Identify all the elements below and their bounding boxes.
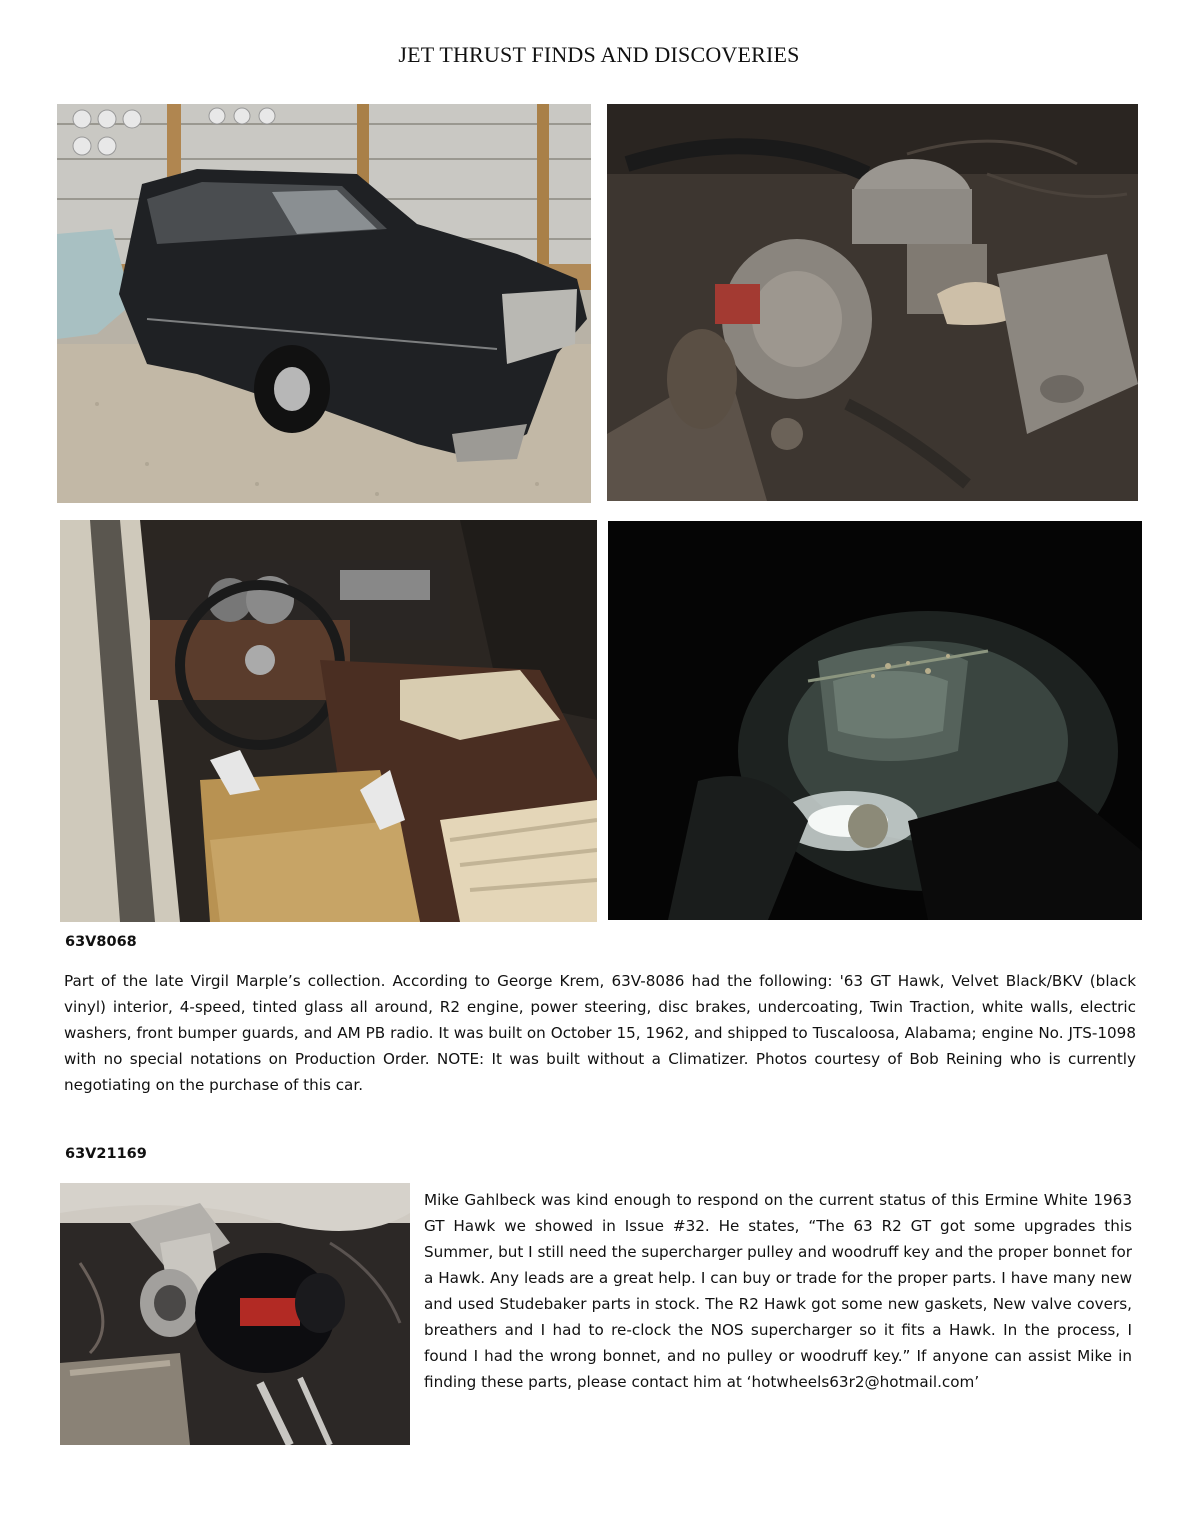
section-body: Part of the late Virgil Marple’s collection. According to George Krem, 63V-8086 had the following: '63 GT Hawk, Velvet Black/BKV (black vinyl) interior, 4-speed, tinted glass all around, R2 engine, power steering, disc brakes, undercoating, Twin Traction, white walls, electric washers, front bumper guards, and AM PB radio. It was built on October 15, 1962, and shipped to Tuscaloosa, Alabama; engine No. JTS-1098 with no special notations on Production Order. NOTE: It was built without a Climatizer. Photos courtesy of Bob Reining who is currently negotiating on the purchase of this car.	[64, 972, 1136, 1094]
page-title: JET THRUST FINDS AND DISCOVERIES	[398, 42, 800, 67]
section-heading: 63V8068	[65, 934, 137, 950]
undercarriage-floor-photo	[608, 521, 1142, 920]
interior-dashboard-photo	[60, 520, 597, 922]
car-exterior-photo	[57, 104, 591, 503]
restored-engine-photo	[60, 1183, 410, 1445]
section-body: Mike Gahlbeck was kind enough to respond on the current status of this Ermine White 1963 GT Hawk we showed in Issue #32. He states, “The 63 R2 GT got some upgrades this Summer, but I still need the supercharger pulley and woodruff key and the proper bonnet for a Hawk. Any leads are a great help. I can buy or trade for the proper parts. I have many new and used Studebaker parts in stock. The R2 Hawk got some new gaskets, New valve covers, breathers and I had to re-clock the NOS supercharger so it fits a Hawk. In the process, I found I had the wrong bonnet, and no pulley or woodruff key.” If anyone can assist Mike in finding these parts, please contact him at ‘hotwheels63r2@hotmail.com’	[424, 1191, 1132, 1391]
section-heading: 63V21169	[65, 1146, 147, 1162]
engine-bay-photo	[607, 104, 1138, 501]
